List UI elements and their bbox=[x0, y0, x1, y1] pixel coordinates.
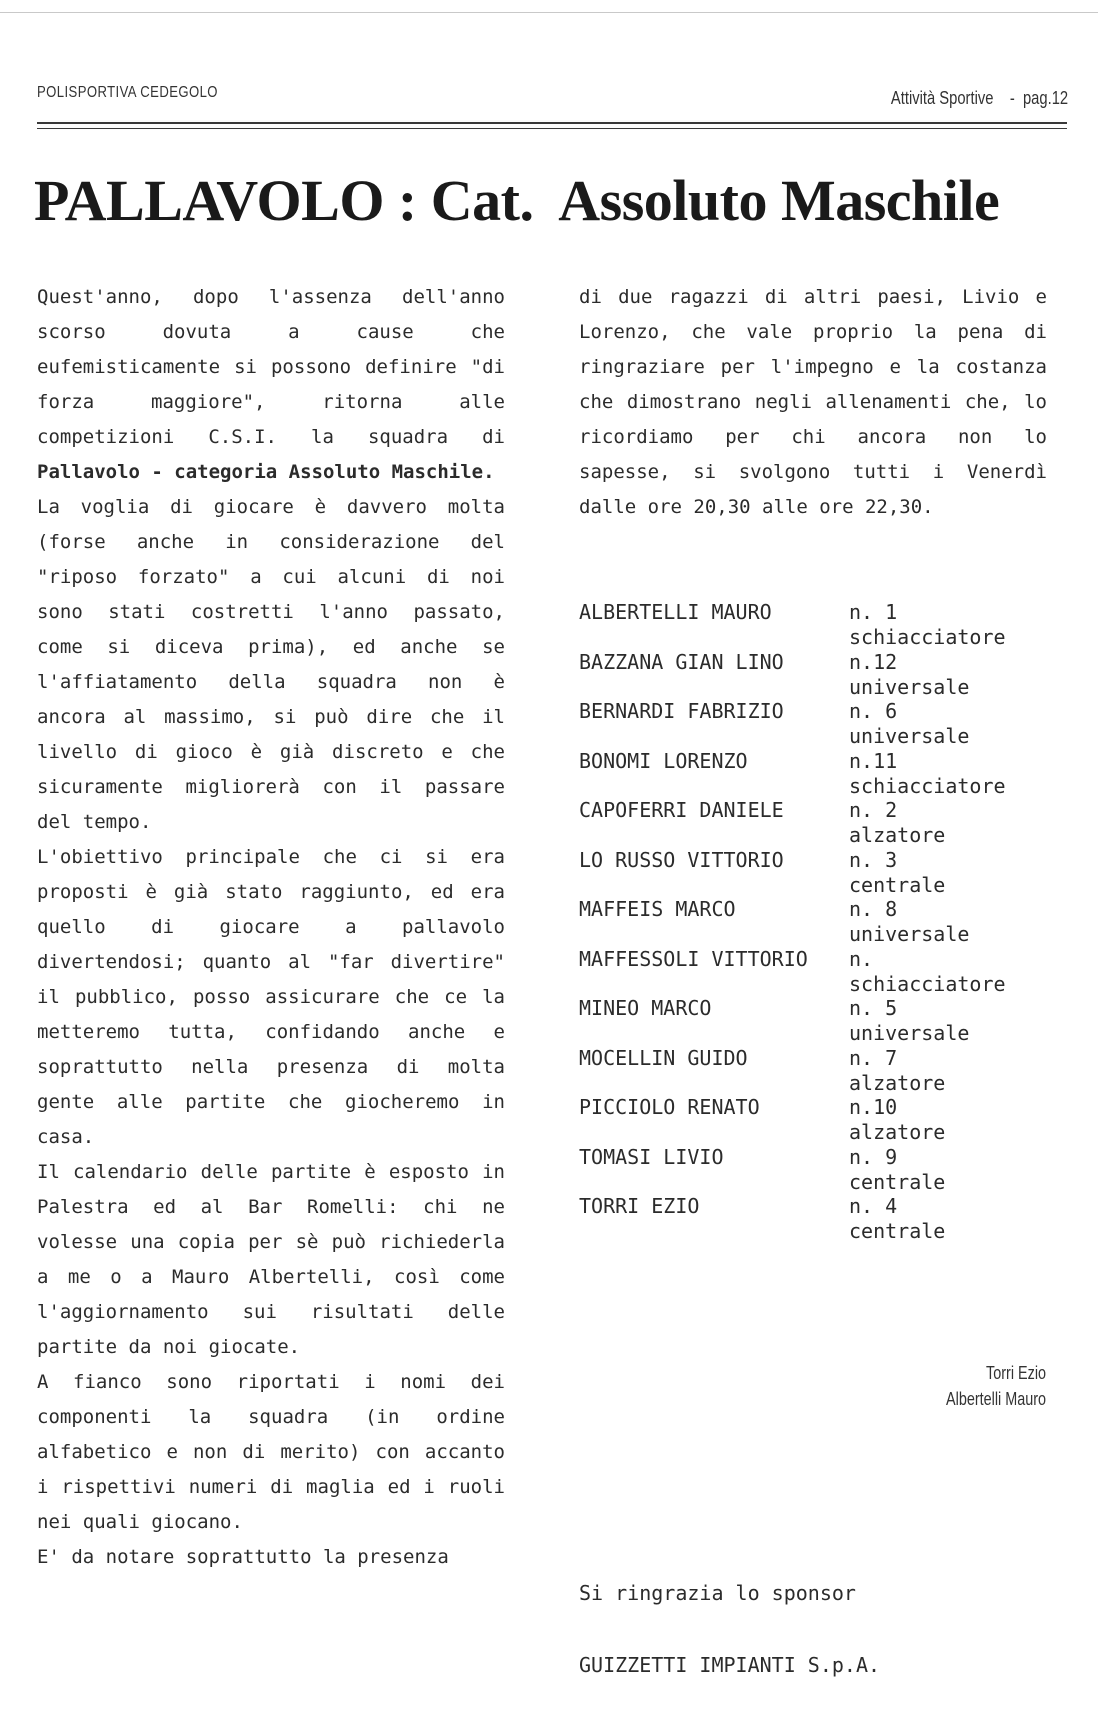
player-number: n. 3 bbox=[849, 847, 898, 872]
left-column bbox=[37, 280, 505, 1575]
player-role: schiacciatore bbox=[849, 971, 1006, 996]
signature-author-1: Torri Ezio bbox=[985, 1363, 1046, 1383]
player-number: n. 8 bbox=[849, 897, 898, 921]
player-role: centrale bbox=[849, 1169, 946, 1194]
player-name: BONOMI LORENZO bbox=[579, 748, 748, 773]
right-paragraph-1: di due ragazzi di altri paesi, Livio e Lorenzo, che vale proprio la pena di ringraziare per l'impegno e la costanza che dimostrano negli allenamenti che, lo ricordiamo per chi ancora non lo sapesse, si svolgono tutti i Venerdì dalle ore 20,30 alle ore 22,30. bbox=[579, 286, 1047, 518]
player-number: n. 4 bbox=[849, 1194, 898, 1218]
player-role: alzatore bbox=[849, 1120, 946, 1144]
roster-row bbox=[579, 1095, 1049, 1145]
roster-row bbox=[579, 699, 1049, 749]
paragraph-6: E' da notare soprattutto la presenza bbox=[37, 1546, 449, 1568]
roster-row bbox=[579, 1194, 1049, 1244]
player-number: n. 5 bbox=[849, 996, 898, 1020]
player-number: n. 6 bbox=[849, 699, 898, 723]
player-role: universale bbox=[849, 724, 970, 748]
player-name: TOMASI LIVIO bbox=[579, 1144, 724, 1169]
player-number: n.11 bbox=[849, 748, 898, 773]
paragraph-1-bold: Pallavolo - categoria Assoluto Maschile. bbox=[37, 461, 495, 483]
paragraph-1 bbox=[37, 280, 505, 490]
player-number: n.12 bbox=[849, 649, 898, 674]
player-name: BERNARDI FABRIZIO bbox=[579, 699, 784, 723]
player-name: MOCELLIN GUIDO bbox=[579, 1045, 748, 1070]
player-role: centrale bbox=[849, 872, 946, 897]
roster-row bbox=[579, 947, 1049, 997]
roster-row bbox=[579, 897, 1049, 947]
player-role: alzatore bbox=[849, 1070, 946, 1095]
player-number: n.10 bbox=[849, 1095, 898, 1119]
player-role: schiacciatore bbox=[849, 625, 1006, 649]
player-role: universale bbox=[849, 674, 970, 699]
player-role: centrale bbox=[849, 1219, 946, 1243]
player-name: BAZZANA GIAN LINO bbox=[579, 649, 784, 674]
roster-row bbox=[579, 1145, 1049, 1195]
roster-row bbox=[579, 996, 1049, 1046]
paragraph-2: La voglia di giocare è davvero molta (forse anche in considerazione del "riposo forzato" a cui alcuni di noi sono stati costretti l'anno passato, come si diceva prima), ed anche se l'affiatamento della squadra non è ancora al massimo, si può dire che il livello di gioco è già discreto e che sicuramente migliorerà con il passare del tempo. bbox=[37, 496, 505, 833]
player-name: CAPOFERRI DANIELE bbox=[579, 798, 784, 822]
roster-row bbox=[579, 600, 1049, 650]
player-number: n. 2 bbox=[849, 798, 898, 822]
sponsor-line-2: GUIZZETTI IMPIANTI S.p.A. bbox=[579, 1653, 881, 1677]
paragraph-1-text: Quest'anno, dopo l'assenza dell'anno scorso dovuta a cause che eufemisticamente si possono definire "di forza maggiore", ritorna alle competizioni C.S.I. la squadra di bbox=[37, 286, 505, 448]
signature-author-2: Albertelli Mauro bbox=[945, 1389, 1046, 1409]
signature-block bbox=[946, 1360, 1046, 1412]
header-section-page: Attività Sportive - pag.12 bbox=[890, 88, 1068, 108]
roster-row bbox=[579, 848, 1049, 898]
player-role: universale bbox=[849, 1021, 970, 1045]
player-name: MAFFESSOLI VITTORIO bbox=[579, 946, 808, 971]
sponsor-note bbox=[579, 1533, 880, 1701]
player-role: schiacciatore bbox=[849, 773, 1006, 798]
player-number: n. 1 bbox=[849, 600, 898, 624]
player-number: n. bbox=[849, 946, 874, 971]
sponsor-line-1: Si ringrazia lo sponsor bbox=[579, 1581, 856, 1605]
header-rule-thick bbox=[37, 122, 1067, 124]
scan-edge-line bbox=[0, 12, 1098, 13]
player-number: n. 7 bbox=[849, 1045, 898, 1070]
header-publication: POLISPORTIVA CEDEGOLO bbox=[37, 84, 218, 101]
player-name: TORRI EZIO bbox=[579, 1194, 700, 1218]
header-rule-thin bbox=[37, 128, 1067, 129]
right-column bbox=[579, 280, 1047, 525]
team-roster bbox=[579, 600, 1049, 1244]
player-role: universale bbox=[849, 922, 970, 946]
paragraph-3: L'obiettivo principale che ci si era proposti è già stato raggiunto, ed era quello di giocare a pallavolo divertendosi; quanto al "far divertire" il pubblico, posso assicurare che ce la metteremo tutta, confidando anche e soprattutto nella presenza di molta gente alle partite che giocheremo in casa. bbox=[37, 846, 505, 1148]
roster-row bbox=[579, 1046, 1049, 1096]
paragraph-4: Il calendario delle partite è esposto in Palestra ed al Bar Romelli: chi ne volesse una copia per sè può richiederla a me o a Mauro Albertelli, così come l'aggiornamento sui risultati delle partite da noi giocate. bbox=[37, 1161, 505, 1358]
player-name: MAFFEIS MARCO bbox=[579, 897, 736, 921]
paragraph-5: A fianco sono riportati i nomi dei componenti la squadra (in ordine alfabetico e non di merito) con accanto i rispettivi numeri di maglia ed i ruoli nei quali giocano. bbox=[37, 1371, 505, 1533]
player-name: LO RUSSO VITTORIO bbox=[579, 847, 784, 872]
player-name: PICCIOLO RENATO bbox=[579, 1095, 760, 1119]
roster-row bbox=[579, 749, 1049, 799]
player-name: ALBERTELLI MAURO bbox=[579, 600, 772, 624]
player-role: alzatore bbox=[849, 823, 946, 847]
player-name: MINEO MARCO bbox=[579, 996, 712, 1020]
player-number: n. 9 bbox=[849, 1144, 898, 1169]
article-title: PALLAVOLO : Cat. Assoluto Maschile bbox=[34, 168, 1000, 233]
roster-row bbox=[579, 798, 1049, 848]
roster-row bbox=[579, 650, 1049, 700]
